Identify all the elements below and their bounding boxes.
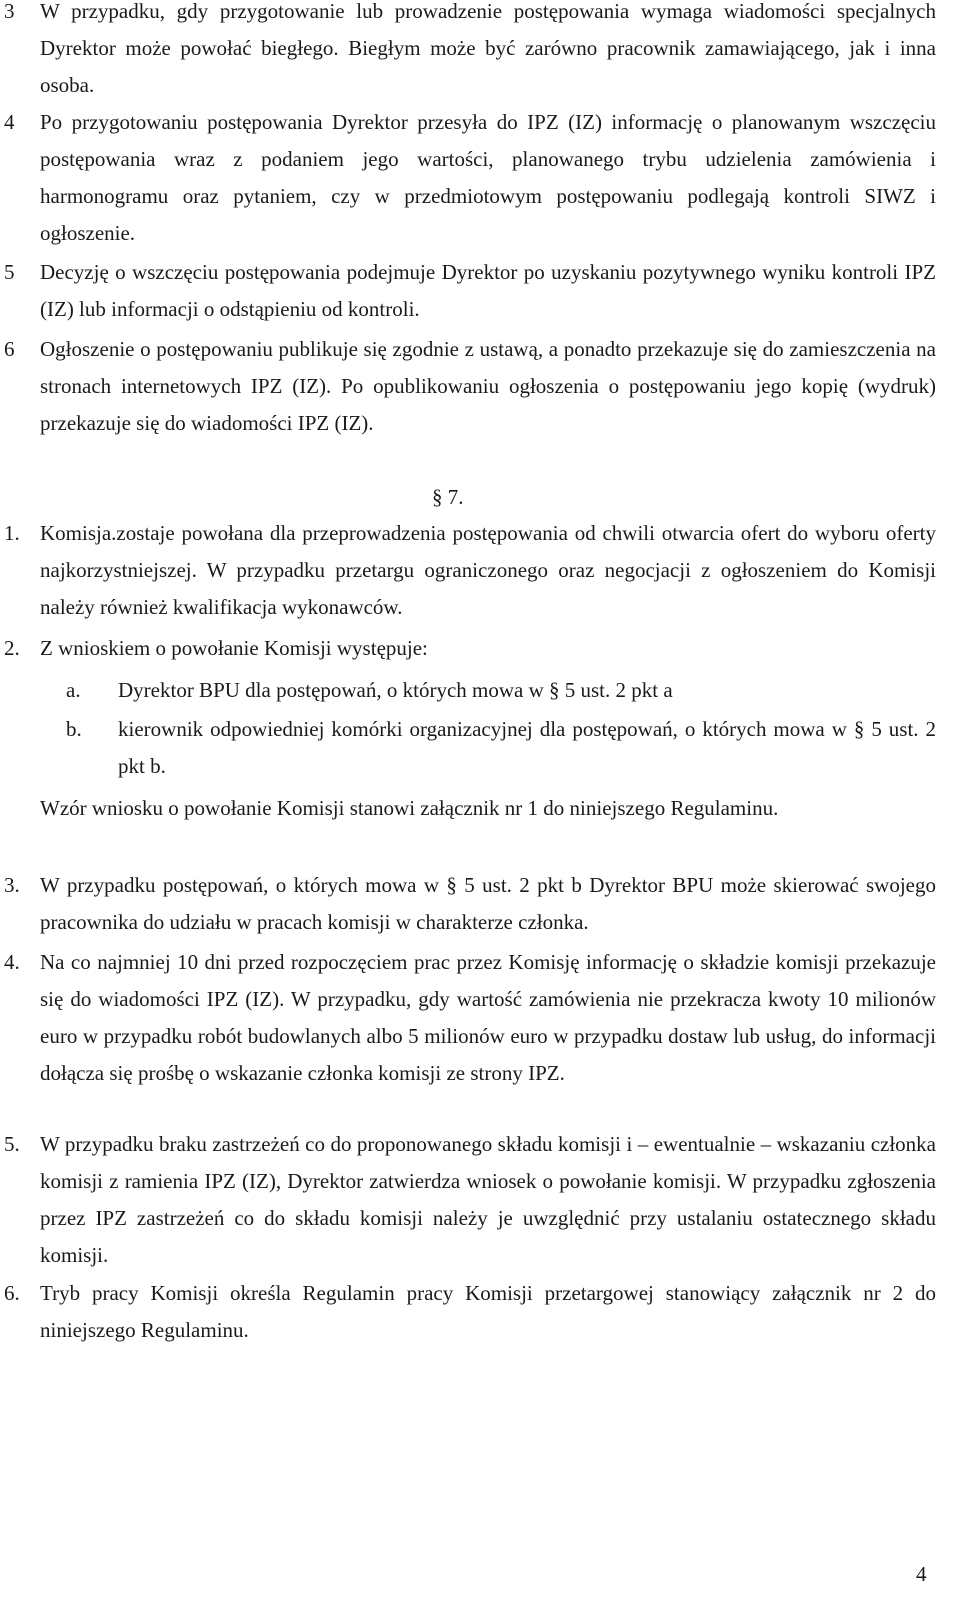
item-number: 3. bbox=[4, 873, 20, 897]
section-heading: § 7. bbox=[432, 485, 464, 509]
item-number: 2. bbox=[4, 636, 20, 660]
item-text: Z wnioskiem o powołanie Komisji występuje: bbox=[40, 636, 428, 660]
item-number: 1. bbox=[4, 521, 20, 545]
sub-letter: b. bbox=[66, 717, 82, 741]
item-number: 6 bbox=[4, 337, 15, 361]
item-number: 4. bbox=[4, 950, 20, 974]
sub-letter: a. bbox=[66, 678, 81, 702]
item-text: Ogłoszenie o postępowaniu publikuje się zgodnie z ustawą, a ponadto przekazuje się do zamieszczenia na stronach internetowych IPZ (IZ). Po opublikowaniu ogłoszenia o postępowaniu jego kopię (wydruk) przekazuje się do wiadomości IPZ (IZ). bbox=[40, 337, 936, 435]
sub-text: kierownik odpowiedniej komórki organizacyjnej dla postępowań, o których mowa w § 5 ust. 2 pkt b. bbox=[118, 717, 936, 778]
page-number: 4 bbox=[916, 1562, 927, 1586]
item-text: Po przygotowaniu postępowania Dyrektor przesyła do IPZ (IZ) informację o planowanym wszczęciu postępowania wraz z podaniem jego wartości, planowanego trybu udzielenia zamówienia i harmonogramu oraz pytaniem, czy w przedmiotowym postępowaniu podlegają kontroli SIWZ i ogłoszenie. bbox=[40, 110, 936, 245]
item-number: 6. bbox=[4, 1281, 20, 1305]
item-text: Komisja.zostaje powołana dla przeprowadzenia postępowania od chwili otwarcia ofert do wyboru oferty najkorzystniejszej. W przypadku przetargu ograniczonego oraz negocjacji z ogłoszeniem do Komisji należy również kwalifikacja wykonawców. bbox=[40, 521, 936, 619]
item-text: Tryb pracy Komisji określa Regulamin pracy Komisji przetargowej stanowiący załącznik nr 2 do niniejszego Regulaminu. bbox=[40, 1281, 936, 1342]
item-text: Na co najmniej 10 dni przed rozpoczęciem prac przez Komisję informację o składzie komisji przekazuje się do wiadomości IPZ (IZ). W przypadku, gdy wartość zamówienia nie przekracza kwoty 10 milionów euro w przypadku robót budowlanych albo 5 milionów euro w przypadku dostaw lub usług, do informacji dołącza się prośbę o wskazanie członka komisji ze strony IPZ. bbox=[40, 950, 936, 1085]
item-text: W przypadku postępowań, o których mowa w § 5 ust. 2 pkt b Dyrektor BPU może skierować swojego pracownika do udziału w pracach komisji w charakterze członka. bbox=[40, 873, 936, 934]
item-number: 4 bbox=[4, 110, 15, 134]
item-text: W przypadku, gdy przygotowanie lub prowadzenie postępowania wymaga wiadomości specjalnych Dyrektor może powołać biegłego. Biegłym może być zarówno pracownik zamawiającego, jak i inna osoba. bbox=[40, 0, 936, 97]
item-text: W przypadku braku zastrzeżeń co do proponowanego składu komisji i – ewentualnie – wskazaniu członka komisji z ramienia IPZ (IZ), Dyrektor zatwierdza wniosek o powołanie komisji. W przypadku zgłoszenia przez IPZ zastrzeżeń co do składu komisji należy je uwzględnić przy ustalaniu ostatecznego składu komisji. bbox=[40, 1132, 936, 1267]
sub-text: Dyrektor BPU dla postępowań, o których mowa w § 5 ust. 2 pkt a bbox=[118, 678, 673, 702]
item-text: Decyzję o wszczęciu postępowania podejmuje Dyrektor po uzyskaniu pozytywnego wyniku kontroli IPZ (IZ) lub informacji o odstąpieniu od kontroli. bbox=[40, 260, 936, 321]
item-number: 5. bbox=[4, 1132, 20, 1156]
item-number: 3 bbox=[4, 0, 15, 23]
item-note: Wzór wniosku o powołanie Komisji stanowi załącznik nr 1 do niniejszego Regulaminu. bbox=[40, 796, 779, 820]
item-number: 5 bbox=[4, 260, 15, 284]
